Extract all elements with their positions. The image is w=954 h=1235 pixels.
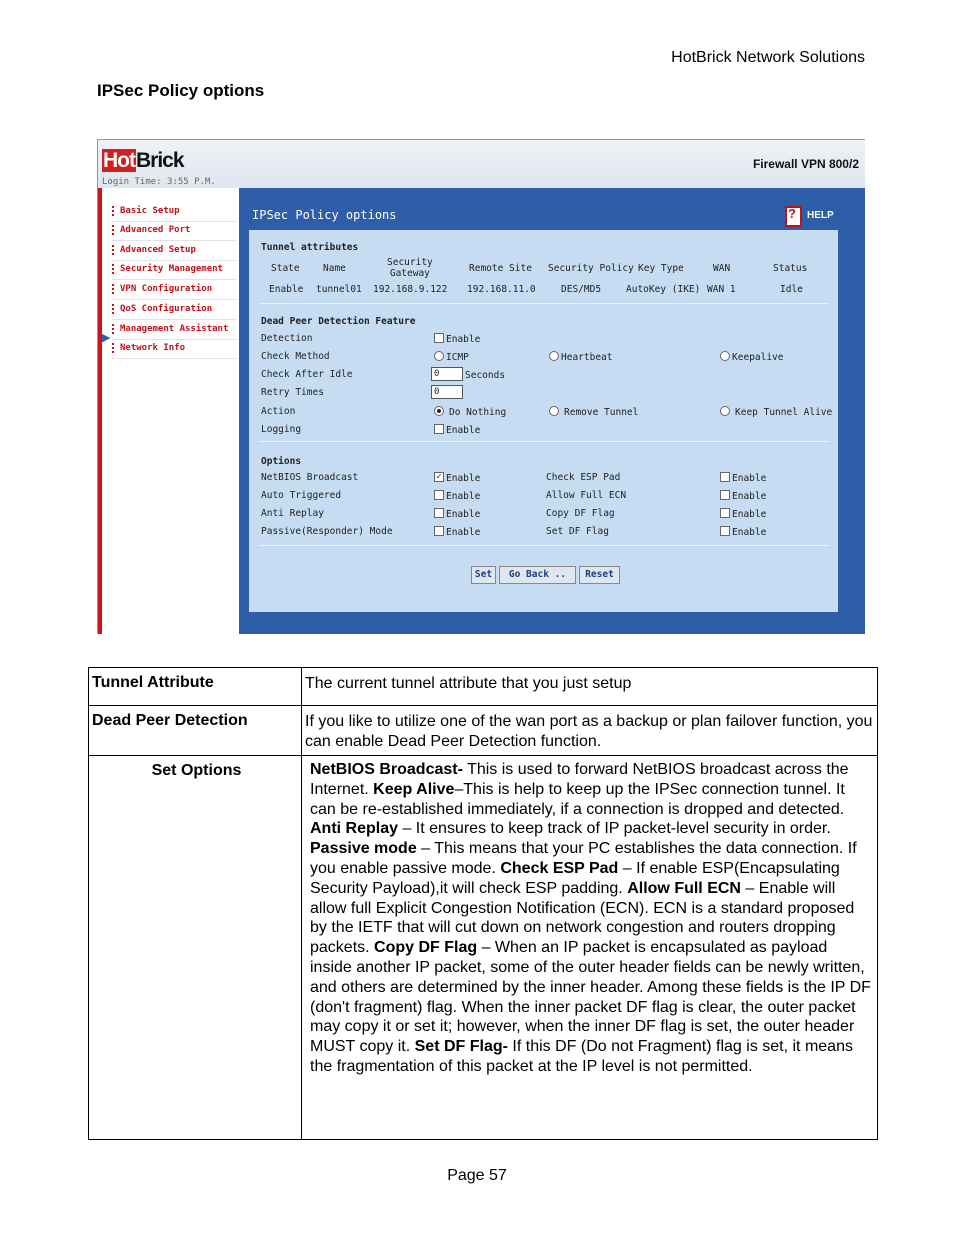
cell-wan: WAN 1 xyxy=(707,284,736,295)
form-area xyxy=(249,230,838,612)
divider xyxy=(259,303,829,304)
check-after-idle-input[interactable]: 0 xyxy=(431,367,463,381)
netbios-label: NetBIOS Broadcast xyxy=(261,472,359,483)
cell-gateway: 192.168.9.122 xyxy=(373,284,448,295)
radio-keepalive[interactable] xyxy=(720,351,730,361)
allow-full-ecn-label: Allow Full ECN xyxy=(546,490,627,501)
help-label: HELP xyxy=(807,210,834,221)
desc-anti-replay: – It ensures to keep track of IP packet-level security in order. xyxy=(398,820,831,838)
anti-replay-checkbox[interactable] xyxy=(434,508,444,518)
reset-button[interactable]: Reset xyxy=(579,566,620,584)
divider xyxy=(259,441,829,442)
do-nothing-label: Do Nothing xyxy=(449,407,507,418)
table-row xyxy=(89,706,878,756)
dpd-heading: Dead Peer Detection Feature xyxy=(261,316,416,327)
radio-keep-tunnel-alive[interactable] xyxy=(720,406,730,416)
go-back-button[interactable]: Go Back .. xyxy=(499,566,576,584)
table-row xyxy=(89,668,878,706)
ui-header xyxy=(98,140,865,189)
radio-do-nothing[interactable] xyxy=(434,406,444,416)
cell-name: tunnel01 xyxy=(316,284,362,295)
row-label: Set Options xyxy=(89,756,302,1140)
row-label: Tunnel Attribute xyxy=(89,668,302,706)
option-enable: Enable xyxy=(446,527,481,538)
detection-checkbox[interactable] xyxy=(434,333,444,343)
login-time: Login Time: 3:55 P.M. xyxy=(102,177,216,187)
desc-set-df-flag: If this DF (Do not Fragment) flag is set, it means the fragmentation of this packet at the IP level is not permitted. xyxy=(310,1038,853,1075)
radio-icmp[interactable] xyxy=(434,351,444,361)
option-enable: Enable xyxy=(446,473,481,484)
check-esp-pad-checkbox[interactable] xyxy=(720,472,730,482)
set-button[interactable]: Set xyxy=(471,566,496,584)
col-state: State xyxy=(271,263,300,274)
desc-keep-alive: –This is help to keep up the IPSec connection tunnel. It can be re-established immediately, if a connection is dropped and detected. xyxy=(310,780,845,818)
radio-heartbeat[interactable] xyxy=(549,351,559,361)
sidebar xyxy=(102,188,239,634)
copy-df-flag-checkbox[interactable] xyxy=(720,508,730,518)
passive-mode-label: Passive(Responder) Mode xyxy=(261,526,393,537)
radio-remove-tunnel[interactable] xyxy=(549,406,559,416)
col-key-type: Key Type xyxy=(638,263,684,274)
cell-key-type: AutoKey (IKE) xyxy=(626,284,701,295)
sidebar-item-advanced-port[interactable] xyxy=(112,221,237,241)
option-enable: Enable xyxy=(732,491,767,502)
detection-enable: Enable xyxy=(446,334,481,345)
term-copy-df-flag: Copy DF Flag xyxy=(374,939,478,957)
term-anti-replay: Anti Replay xyxy=(310,820,399,838)
sidebar-item-basic-setup[interactable] xyxy=(112,202,237,222)
term-set-df-flag: Set DF Flag- xyxy=(414,1038,508,1056)
sidebar-item-security-management[interactable] xyxy=(112,260,237,280)
product-name: Firewall VPN 800/2 xyxy=(752,157,859,171)
nav-label: Management Assistant xyxy=(120,324,229,334)
row-label: Dead Peer Detection xyxy=(89,706,302,756)
heartbeat-label: Heartbeat xyxy=(561,352,613,363)
check-after-idle-label: Check After Idle xyxy=(261,369,353,380)
logo-hot: Hot xyxy=(103,149,135,172)
check-method-label: Check Method xyxy=(261,351,330,362)
nav-label: VPN Configuration xyxy=(120,284,213,294)
icmp-label: ICMP xyxy=(446,352,469,363)
desc-netbios: This is used to forward NetBIOS broadcast across the Internet. xyxy=(310,761,849,798)
hotbrick-logo xyxy=(102,149,184,173)
divider xyxy=(259,545,829,546)
nav-label: Basic Setup xyxy=(120,206,180,216)
option-enable: Enable xyxy=(732,473,767,484)
cell-status: Idle xyxy=(780,284,803,295)
row-desc: The current tunnel attribute that you just setup xyxy=(302,668,878,706)
term-check-esp-pad: Check ESP Pad xyxy=(500,859,619,877)
option-enable: Enable xyxy=(732,509,767,520)
seconds-label: Seconds xyxy=(465,370,506,381)
section-title: IPSec Policy options xyxy=(97,81,265,100)
desc-allow-full-ecn: – Enable will allow full Explicit Congestion Notification (ECN). ECN is a standard proposed by the IETF that will cut down on network congestion and routers dropping packets. xyxy=(310,879,855,957)
copy-df-flag-label: Copy DF Flag xyxy=(546,508,615,519)
company-name: HotBrick Network Solutions xyxy=(671,49,865,66)
option-enable: Enable xyxy=(446,491,481,502)
col-wan: WAN xyxy=(713,263,731,274)
cell-remote-site: 192.168.11.0 xyxy=(467,284,536,295)
cell-policy: DES/MD5 xyxy=(561,284,602,295)
table-row xyxy=(89,756,878,1140)
retry-times-label: Retry Times xyxy=(261,387,324,398)
question-mark-icon: ? xyxy=(788,206,796,221)
set-df-flag-checkbox[interactable] xyxy=(720,526,730,536)
main-panel xyxy=(239,188,865,634)
cell-state: Enable xyxy=(269,284,304,295)
nav-label: Network Info xyxy=(120,343,186,353)
sidebar-item-qos-configuration[interactable] xyxy=(112,300,237,320)
term-keep-alive: Keep Alive xyxy=(373,780,455,798)
netbios-checkbox[interactable]: ✓ xyxy=(434,472,444,482)
logo-brick: Brick xyxy=(136,149,184,172)
retry-times-input[interactable]: 0 xyxy=(431,385,463,399)
nav-label: Advanced Port xyxy=(120,225,191,235)
row-desc xyxy=(302,756,878,1140)
auto-triggered-label: Auto Triggered xyxy=(261,490,342,501)
check-esp-pad-label: Check ESP Pad xyxy=(546,472,621,483)
keepalive-label: Keepalive xyxy=(732,352,784,363)
nav-label: QoS Configuration xyxy=(120,304,213,314)
detection-label: Detection xyxy=(261,333,313,344)
auto-triggered-checkbox[interactable] xyxy=(434,490,444,500)
page-number: Page 57 xyxy=(447,1167,507,1184)
description-table xyxy=(88,667,878,1140)
desc-copy-df-flag: – When an IP packet is encapsulated as payload inside another IP packet, some of the outer header fields can be newly written, and others are determined by the inner header. Among these fields is the IP DF (don't fragment) flag. When the inner packet DF flag is clear, the outer packet may copy it or set it; however, when the inner DF flag is set, the outer header MUST copy it. xyxy=(310,939,871,1056)
col-status: Status xyxy=(773,263,808,274)
set-df-flag-label: Set DF Flag xyxy=(546,526,609,537)
remove-tunnel-label: Remove Tunnel xyxy=(564,407,639,418)
desc-check-esp-pad: – If enable ESP(Encapsulating Security Payload),it will check ESP padding. xyxy=(310,859,840,897)
logging-checkbox[interactable] xyxy=(434,424,444,434)
desc-passive-mode: – This means that your PC establishes the data connection. If you enable passive mode. xyxy=(310,840,857,877)
allow-full-ecn-checkbox[interactable] xyxy=(720,490,730,500)
passive-mode-checkbox[interactable] xyxy=(434,526,444,536)
row-desc: If you like to utilize one of the wan port as a backup or plan failover function, you can enable Dead Peer Detection function. xyxy=(302,706,878,756)
term-allow-full-ecn: Allow Full ECN xyxy=(627,879,741,897)
logging-label: Logging xyxy=(261,424,302,435)
keep-tunnel-alive-label: Keep Tunnel Alive xyxy=(735,407,833,418)
tunnel-heading: Tunnel attributes xyxy=(261,242,359,253)
nav-label: Security Management xyxy=(120,264,223,274)
option-enable: Enable xyxy=(446,509,481,520)
col-remote-site: Remote Site xyxy=(469,263,532,274)
panel-title: IPSec Policy options xyxy=(252,208,397,222)
sidebar-item-management-assistant[interactable] xyxy=(112,320,237,340)
options-heading: Options xyxy=(261,456,302,467)
anti-replay-label: Anti Replay xyxy=(261,508,324,519)
col-name: Name xyxy=(323,263,346,274)
current-page-arrow-icon: ▶ xyxy=(102,332,111,344)
col-security-policy: Security Policy xyxy=(548,263,634,274)
logging-enable: Enable xyxy=(446,425,481,436)
router-ui-screenshot xyxy=(97,139,865,634)
sidebar-item-vpn-configuration[interactable] xyxy=(112,280,237,300)
nav-label: Advanced Setup xyxy=(120,245,196,255)
col-security-gateway: Security Gateway xyxy=(387,257,433,279)
term-passive-mode: Passive mode xyxy=(310,840,417,858)
option-enable: Enable xyxy=(732,527,767,538)
action-label: Action xyxy=(261,406,296,417)
sidebar-item-network-info[interactable] xyxy=(112,339,237,359)
sidebar-item-advanced-setup[interactable] xyxy=(112,241,237,261)
term-netbios: NetBIOS Broadcast- xyxy=(310,761,463,778)
